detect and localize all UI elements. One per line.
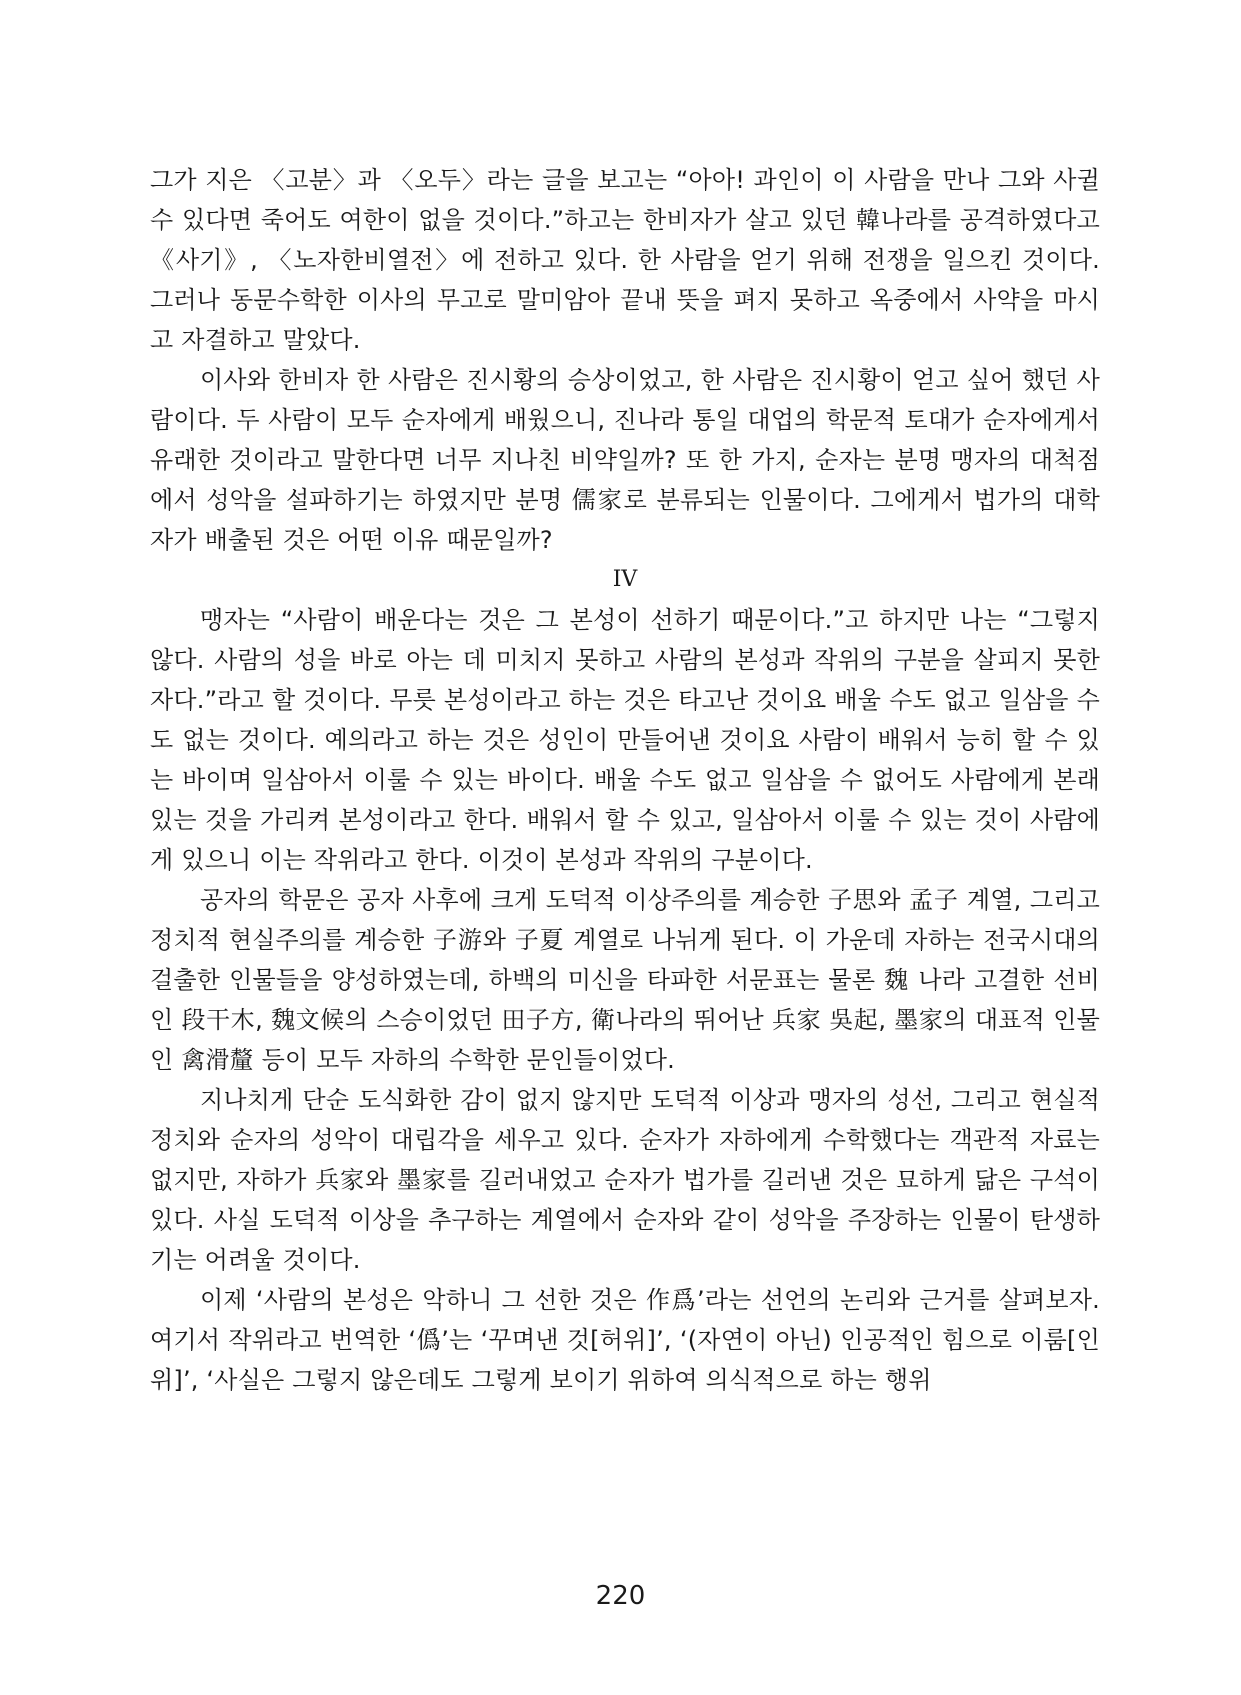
paragraph-confucius-disciples: 공자의 학문은 공자 사후에 크게 도덕적 이상주의를 계승한 子思와 孟子 계열, 그리고 정치적 현실주의를 계승한 子游와 子夏 계열로 나뉘게 된다. 이 가운데 자하는 전국시대의 걸출한 인물들을 양성하였는데, 하백의 미신을 타파한 서문표는 물론 魏 나라 고결한 선비인 段干木, 魏文候의 스승이었던 田子方, 衛나라의 뛰어난 兵家 吳起, 墨家의 대표적 인물인 禽滑釐 등이 모두 자하의 수학한 문인들이었다.: [150, 886, 1100, 1074]
paragraph-artifice-definition: 이제 ‘사람의 본성은 악하니 그 선한 것은 作爲’라는 선언의 논리와 근거를 살펴보자. 여기서 작위라고 번역한 ‘僞’는 ‘꾸며낸 것[허위]’, ‘(자연이 아닌) 인공적인 힘으로 이룸[인위]’, ‘사실은 그렇지 않은데도 그렇게 보이기 위하여 의식적으로 하는 행위: [150, 1286, 1100, 1394]
page-body: [150, 160, 1100, 1400]
paragraph-moral-vs-political: 지나치게 단순 도식화한 감이 없지 않지만 도덕적 이상과 맹자의 성선, 그리고 현실적 정치와 순자의 성악이 대립각을 세우고 있다. 순자가 자하에게 수학했다는 객관적 자료는 없지만, 자하가 兵家와 墨家를 길러내었고 순자가 법가를 길러낸 것은 묘하게 닮은 구석이 있다. 사실 도덕적 이상을 추구하는 계열에서 순자와 같이 성악을 주장하는 인물이 탄생하기는 어려울 것이다.: [150, 1086, 1100, 1274]
paragraph-isa-hanbija: 이사와 한비자 한 사람은 진시황의 승상이었고, 한 사람은 진시황이 얻고 싶어 했던 사람이다. 두 사람이 모두 순자에게 배웠으니, 진나라 통일 대업의 학문적 토대가 순자에게서 유래한 것이라고 말한다면 너무 지나친 비약일까? 또 한 가지, 순자는 분명 맹자의 대척점에서 성악을 설파하기는 하였지만 분명 儒家로 분류되는 인물이다. 그에게서 법가의 대학자가 배출된 것은 어떤 이유 때문일까?: [150, 366, 1100, 554]
paragraph-mencius-nature: 맹자는 “사람이 배운다는 것은 그 본성이 선하기 때문이다.”고 하지만 나는 “그렇지 않다. 사람의 성을 바로 아는 데 미치지 못하고 사람의 본성과 작위의 구분을 살피지 못한 자다.”라고 할 것이다. 무릇 본성이라고 하는 것은 타고난 것이요 배울 수도 없고 일삼을 수도 없는 것이다. 예의라고 하는 것은 성인이 만들어낸 것이요 사람이 배워서 능히 할 수 있는 바이며 일삼아서 이룰 수 있는 바이다. 배울 수도 없고 일삼을 수 없어도 사람에게 본래 있는 것을 가리켜 본성이라고 한다. 배워서 할 수 있고, 일삼아서 이룰 수 있는 것이 사람에게 있으니 이는 작위라고 한다. 이것이 본성과 작위의 구분이다.: [150, 606, 1100, 874]
paragraph-gobun-odu: 그가 지은 〈고분〉과 〈오두〉라는 글을 보고는 “아아! 과인이 이 사람을 만나 그와 사귈 수 있다면 죽어도 여한이 없을 것이다.”하고는 한비자가 살고 있던 韓나라를 공격하였다고 《사기》, 〈노자한비열전〉에 전하고 있다. 한 사람을 얻기 위해 전쟁을 일으킨 것이다. 그러나 동문수학한 이사의 무고로 말미암아 끝내 뜻을 펴지 못하고 옥중에서 사약을 마시고 자결하고 말았다.: [150, 166, 1100, 354]
page-number: 220: [595, 1581, 646, 1611]
section-heading-iv: IV: [612, 567, 638, 592]
